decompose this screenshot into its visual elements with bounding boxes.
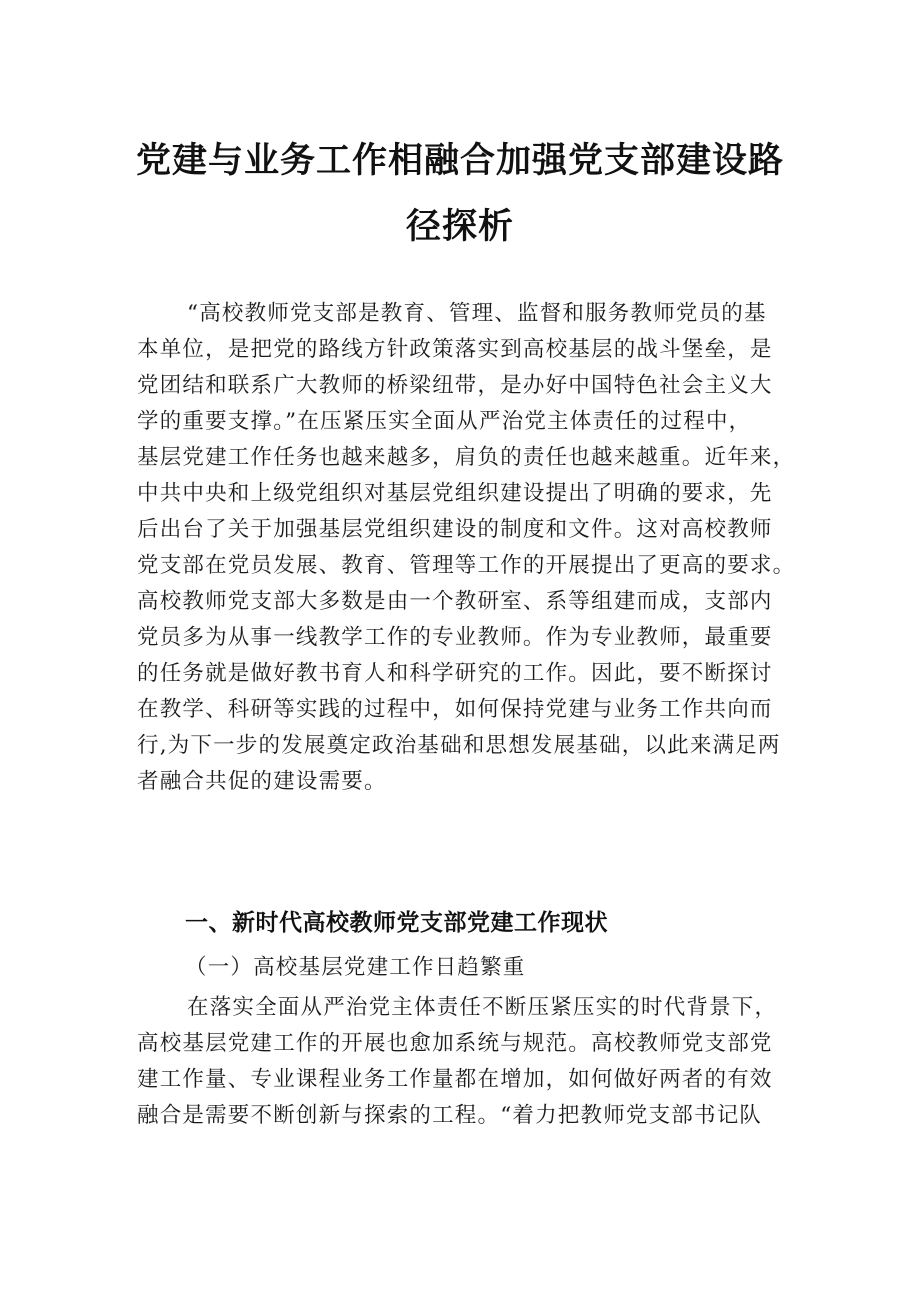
paragraph-line: 党团结和联系广大教师的桥梁纽带，是办好中国特色社会主义大 [137,373,773,398]
paragraph-line: 学的重要支撑。”在压紧压实全面从严治党主体责任的过程中， [137,409,752,434]
paragraph-line: 党支部在党员发展、教育、管理等工作的开展提出了更高的要求。 [137,553,796,578]
paragraph-line: 在落实全面从严治党主体责任不断压紧压实的时代背景下， [187,995,778,1020]
paragraph-line: 建工作量、专业课程业务工作量都在增加，如何做好两者的有效 [137,1067,773,1092]
paragraph-line: 行,为下一步的发展奠定政治基础和思想发展基础，以此来满足两 [137,733,781,758]
paragraph-line: 者融合共促的建设需要。 [137,769,387,794]
document-title-line-1: 党建与业务工作相融合加强党支部建设路 [135,141,784,181]
paragraph-line: 融合是需要不断创新与探索的工程。“着力把教师党支部书记队 [137,1103,763,1128]
paragraph-line: 高校基层党建工作的开展也愈加系统与规范。高校教师党支部党 [137,1031,773,1056]
paragraph-line: 本单位，是把党的路线方针政策落实到高校基层的战斗堡垒，是 [137,337,773,362]
paragraph-line: 的任务就是做好教书育人和科学研究的工作。因此，要不断探讨 [137,661,773,686]
paragraph-line: 后出台了关于加强基层党组织建设的制度和文件。这对高校教师 [137,517,773,542]
paragraph-line: 党员多为从事一线教学工作的专业教师。作为专业教师，最重要 [137,625,773,650]
subsection-heading: （一）高校基层党建工作日趋繁重 [185,955,526,980]
section-heading: 一、新时代高校教师党支部党建工作现状 [185,910,608,936]
paragraph-line: 在教学、科研等实践的过程中，如何保持党建与业务工作共向而 [137,697,773,722]
paragraph-line: “高校教师党支部是教育、管理、监督和服务教师党员的基 [187,301,767,326]
paragraph-line: 中共中央和上级党组织对基层党组织建设提出了明确的要求，先 [137,481,773,506]
paragraph-section-1 [137,990,805,1134]
paragraph-intro [137,296,805,800]
document-title-line-2: 径探析 [405,207,514,247]
paragraph-line: 基层党建工作任务也越来越多，肩负的责任也越来越重。近年来， [137,445,796,470]
paragraph-line: 高校教师党支部大多数是由一个教研室、系等组建而成，支部内 [137,589,773,614]
